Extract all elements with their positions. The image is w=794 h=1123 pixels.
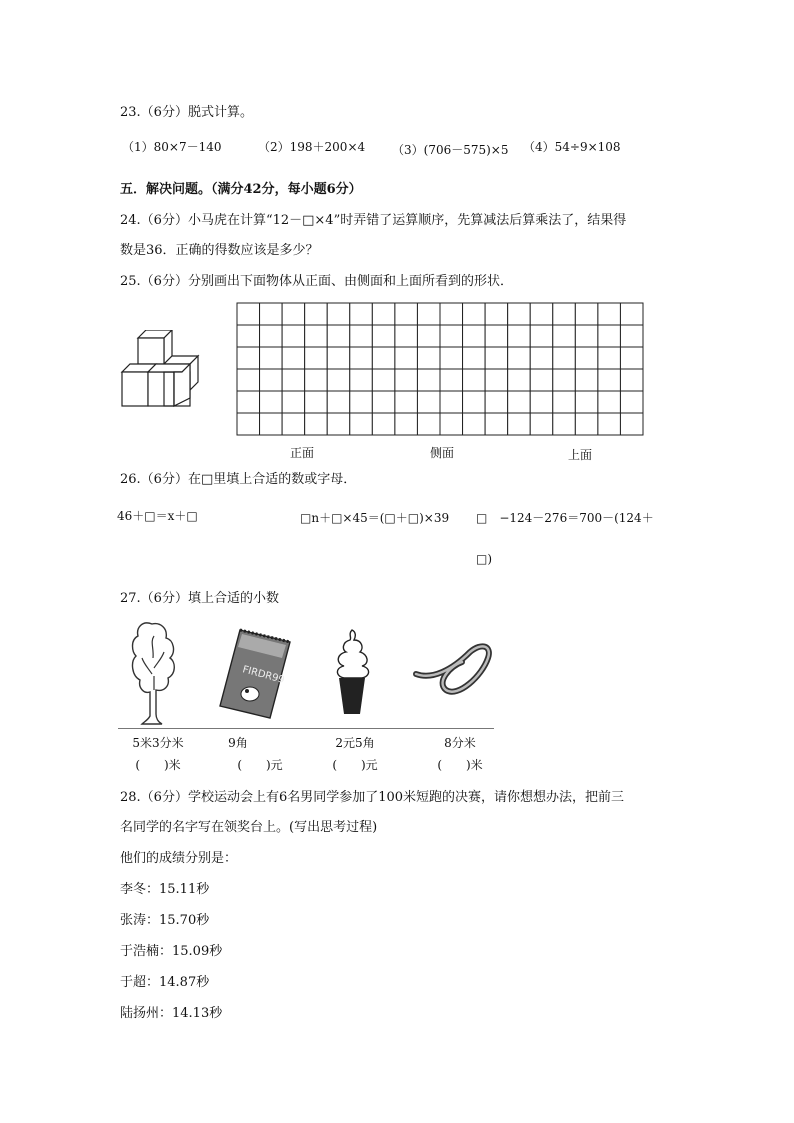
- grid-cell[interactable]: [530, 369, 553, 391]
- grid-cell[interactable]: [350, 391, 373, 413]
- grid-cell[interactable]: [327, 391, 350, 413]
- q24-line1: 24.（6分）小马虎在计算“12－□×4”时弄错了运算顺序，先算减法后算乘法了，结果得: [120, 213, 627, 228]
- notebook-cover-text: FIRDR99: [241, 664, 286, 687]
- grid-cell[interactable]: [575, 325, 598, 347]
- grid-cell[interactable]: [598, 347, 621, 369]
- q28-intro: 他们的成绩分别是：: [120, 851, 238, 866]
- q26-expression-2: □n＋□×45＝(□＋□)×39: [300, 511, 450, 525]
- q27-caption-1: 5米3分米: [132, 736, 184, 750]
- grid-cell[interactable]: [282, 347, 305, 369]
- grid-cell[interactable]: [327, 347, 350, 369]
- grid-cell[interactable]: [508, 413, 531, 435]
- grid-cell[interactable]: [508, 303, 531, 325]
- grid-cell[interactable]: [485, 369, 508, 391]
- grid-cell[interactable]: [508, 391, 531, 413]
- grid-cell[interactable]: [440, 391, 463, 413]
- q24-line2: 数是36．正确的得数应该是多少？: [120, 243, 319, 258]
- grid-cell[interactable]: [372, 413, 395, 435]
- grid-cell[interactable]: [305, 347, 328, 369]
- grid-cell[interactable]: [260, 303, 283, 325]
- grid-cell[interactable]: [350, 413, 373, 435]
- grid-cell[interactable]: [440, 303, 463, 325]
- grid-cell[interactable]: [553, 391, 576, 413]
- grid-cell[interactable]: [463, 303, 486, 325]
- grid-cell[interactable]: [530, 325, 553, 347]
- grid-cell[interactable]: [395, 413, 418, 435]
- grid-cell[interactable]: [395, 325, 418, 347]
- grid-cell[interactable]: [598, 303, 621, 325]
- grid-cell[interactable]: [575, 391, 598, 413]
- grid-cell[interactable]: [553, 303, 576, 325]
- grid-cell[interactable]: [372, 347, 395, 369]
- grid-cell[interactable]: [237, 369, 260, 391]
- grid-cell[interactable]: [327, 303, 350, 325]
- q27-title: 27.（6分）填上合适的小数: [120, 591, 279, 606]
- q26-expression-3-cont: □): [476, 552, 493, 566]
- grid-cell[interactable]: [282, 413, 305, 435]
- grid-cell[interactable]: [417, 325, 440, 347]
- grid-cell[interactable]: [395, 391, 418, 413]
- q27-blank-2[interactable]: ( )元: [237, 758, 283, 772]
- grid-cell[interactable]: [237, 303, 260, 325]
- grid-cell[interactable]: [508, 347, 531, 369]
- grid-cell[interactable]: [463, 391, 486, 413]
- q27-blank-3[interactable]: ( )元: [332, 758, 378, 772]
- grid-cell[interactable]: [350, 325, 373, 347]
- grid-cell[interactable]: [395, 347, 418, 369]
- grid-cell[interactable]: [282, 369, 305, 391]
- q28-result-4: 于超：14.87秒: [120, 975, 210, 990]
- grid-cell[interactable]: [530, 391, 553, 413]
- q27-blank-1[interactable]: ( )米: [135, 758, 181, 772]
- grid-cell[interactable]: [598, 369, 621, 391]
- grid-cell[interactable]: [598, 325, 621, 347]
- grid-cell[interactable]: [440, 347, 463, 369]
- grid-cell[interactable]: [620, 391, 643, 413]
- grid-cell[interactable]: [463, 347, 486, 369]
- grid-cell[interactable]: [237, 413, 260, 435]
- grid-cell[interactable]: [598, 413, 621, 435]
- q26-expression-3: □ −124－276＝700－(124＋: [476, 511, 654, 525]
- q23-item-1: （1）80×7－140: [122, 140, 222, 154]
- grid-cell[interactable]: [282, 391, 305, 413]
- grid-cell[interactable]: [372, 303, 395, 325]
- q27-caption-3: 2元5角: [335, 736, 375, 750]
- grid-cell[interactable]: [305, 391, 328, 413]
- grid-cell[interactable]: [417, 347, 440, 369]
- grid-label-side: 侧面: [430, 446, 455, 460]
- grid-cell[interactable]: [598, 391, 621, 413]
- grid-cell[interactable]: [417, 413, 440, 435]
- grid-cell[interactable]: [372, 325, 395, 347]
- grid-cell[interactable]: [417, 369, 440, 391]
- grid-cell[interactable]: [282, 325, 305, 347]
- grid-cell[interactable]: [553, 413, 576, 435]
- grid-cell[interactable]: [440, 325, 463, 347]
- grid-cell[interactable]: [305, 369, 328, 391]
- rope-icon: [412, 640, 494, 702]
- q28-result-3: 于浩楠：15.09秒: [120, 944, 223, 959]
- grid-cell[interactable]: [620, 413, 643, 435]
- q26-expression-1: 46＋□＝x＋□: [117, 509, 198, 523]
- q23-item-4: （4）54÷9×108: [523, 140, 621, 154]
- q27-caption-4: 8分米: [444, 736, 476, 750]
- grid-cell[interactable]: [350, 303, 373, 325]
- grid-cell[interactable]: [395, 369, 418, 391]
- section5-title: 五．解决问题。（满分42分，每小题6分）: [120, 182, 362, 197]
- grid-cell[interactable]: [553, 369, 576, 391]
- grid-cell[interactable]: [485, 303, 508, 325]
- grid-cell[interactable]: [237, 391, 260, 413]
- grid-cell[interactable]: [463, 413, 486, 435]
- q23-title: 23.（6分）脱式计算。: [120, 105, 253, 120]
- notebook-icon: [218, 628, 292, 720]
- grid-cell[interactable]: [485, 347, 508, 369]
- grid-cell[interactable]: [530, 413, 553, 435]
- grid-cell[interactable]: [553, 325, 576, 347]
- grid-cell[interactable]: [305, 303, 328, 325]
- grid-cell[interactable]: [260, 325, 283, 347]
- q27-caption-2: 9角: [228, 736, 248, 750]
- grid-cell[interactable]: [237, 325, 260, 347]
- grid-cell[interactable]: [620, 369, 643, 391]
- q26-title: 26.（6分）在□里填上合适的数或字母．: [120, 472, 357, 487]
- q27-blank-4[interactable]: ( )米: [437, 758, 483, 772]
- q28-result-2: 张涛：15.70秒: [120, 913, 210, 928]
- grid-cell[interactable]: [575, 369, 598, 391]
- grid-cell[interactable]: [237, 347, 260, 369]
- grid-cell[interactable]: [575, 413, 598, 435]
- grid-cell[interactable]: [260, 369, 283, 391]
- grid-cell[interactable]: [620, 347, 643, 369]
- grid-cell[interactable]: [440, 369, 463, 391]
- grid-label-top: 上面: [568, 448, 593, 462]
- q28-line1: 28.（6分）学校运动会上有6名男同学参加了100米短跑的决赛，请你想想办法，把前三: [120, 790, 625, 805]
- grid-cell[interactable]: [530, 303, 553, 325]
- grid-label-front: 正面: [290, 446, 315, 460]
- q28-result-1: 李冬：15.11秒: [120, 882, 210, 897]
- grid-cell[interactable]: [485, 413, 508, 435]
- grid-cell[interactable]: [260, 391, 283, 413]
- grid-cell[interactable]: [620, 325, 643, 347]
- grid-cell[interactable]: [395, 303, 418, 325]
- grid-cell[interactable]: [620, 303, 643, 325]
- grid-cell[interactable]: [485, 325, 508, 347]
- grid-cell[interactable]: [553, 347, 576, 369]
- grid-cell[interactable]: [305, 413, 328, 435]
- grid-cell[interactable]: [463, 369, 486, 391]
- tree-icon: [128, 618, 180, 726]
- grid-cell[interactable]: [372, 391, 395, 413]
- grid-cell[interactable]: [508, 325, 531, 347]
- grid-cell[interactable]: [508, 369, 531, 391]
- grid-cell[interactable]: [417, 391, 440, 413]
- grid-cell[interactable]: [260, 413, 283, 435]
- q23-item-3: （3）(706－575)×5: [392, 143, 509, 157]
- cube-stack-figure: [118, 330, 202, 410]
- grid-cell[interactable]: [282, 303, 305, 325]
- grid-cell[interactable]: [575, 347, 598, 369]
- q23-item-2: （2）198＋200×4: [258, 140, 366, 154]
- grid-cell[interactable]: [417, 303, 440, 325]
- q28-result-5: 陆扬州：14.13秒: [120, 1006, 223, 1021]
- q28-line2: 名同学的名字写在领奖台上。(写出思考过程): [120, 820, 378, 835]
- grid-cell[interactable]: [350, 369, 373, 391]
- grid-cell[interactable]: [463, 325, 486, 347]
- grid-cell[interactable]: [327, 413, 350, 435]
- grid-cell[interactable]: [372, 369, 395, 391]
- q27-baseline: [118, 728, 494, 729]
- grid-cell[interactable]: [327, 369, 350, 391]
- grid-cell[interactable]: [260, 347, 283, 369]
- drawing-grid[interactable]: [236, 302, 644, 436]
- grid-cell[interactable]: [350, 347, 373, 369]
- grid-cell[interactable]: [530, 347, 553, 369]
- grid-cell[interactable]: [327, 325, 350, 347]
- q25-title: 25.（6分）分别画出下面物体从正面、由侧面和上面所看到的形状．: [120, 274, 513, 289]
- grid-cell[interactable]: [440, 413, 463, 435]
- grid-cell[interactable]: [485, 391, 508, 413]
- ice-cream-icon: [330, 628, 374, 718]
- grid-cell[interactable]: [575, 303, 598, 325]
- grid-cell[interactable]: [305, 325, 328, 347]
